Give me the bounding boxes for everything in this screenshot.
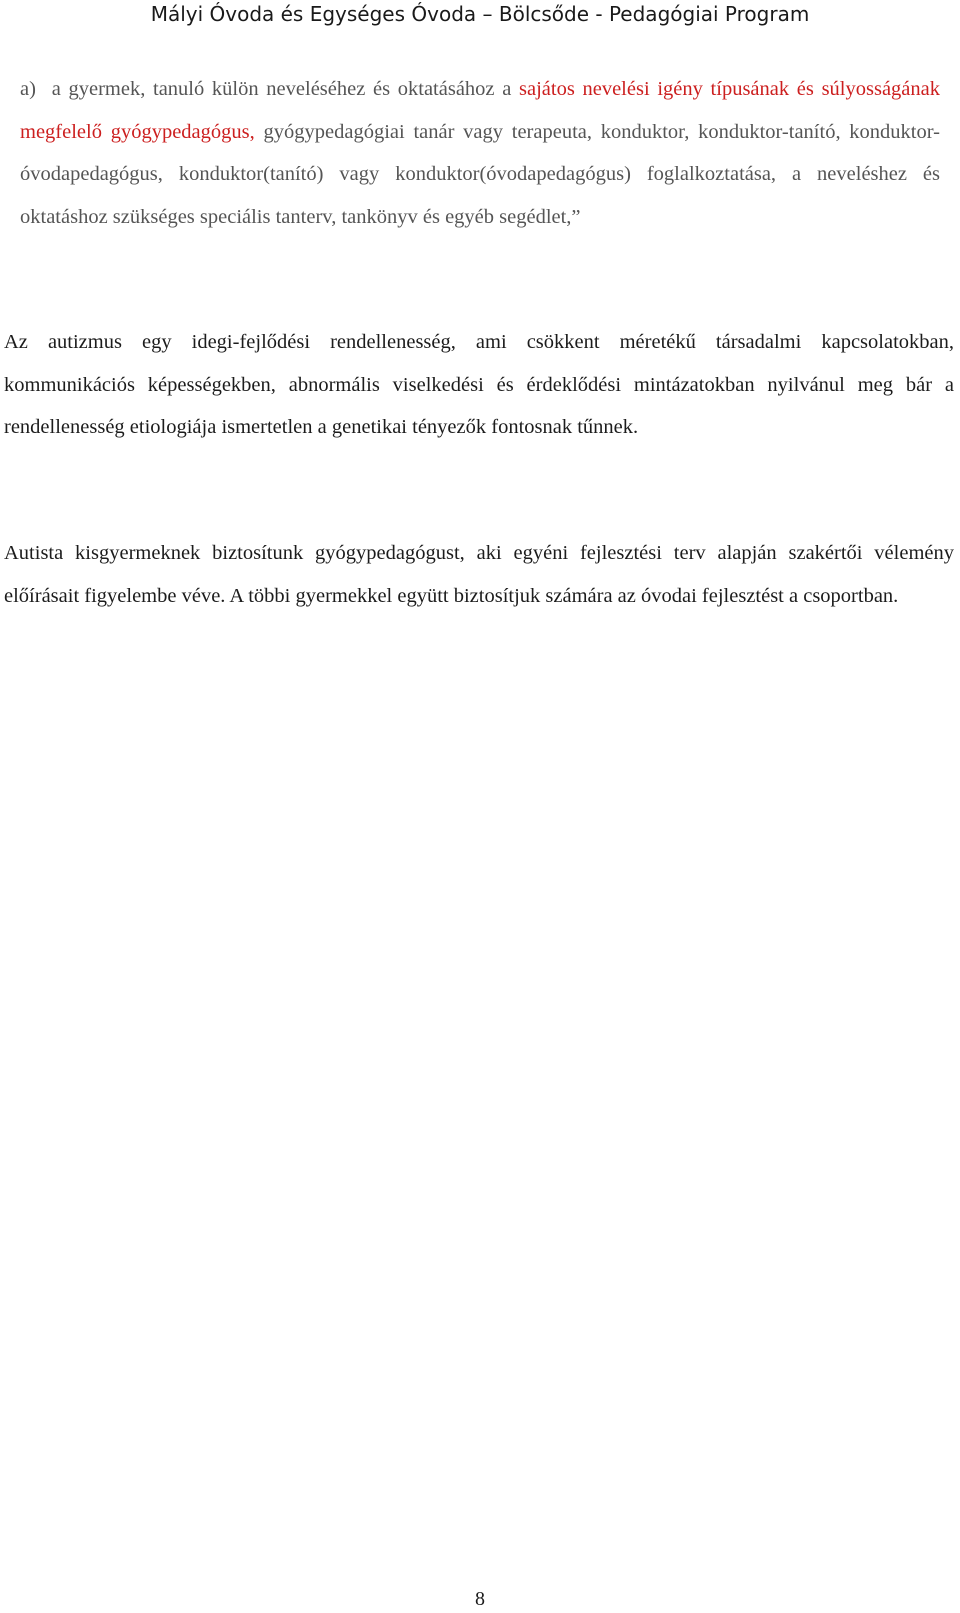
paragraph-support: Autista kisgyermeknek biztosítunk gyógypedagógust, aki egyéni fejlesztési terv alapján szakértői vélemény előírásait figyelembe véve. A többi gyermekkel együtt biztosítjuk számára az óvodai fejlesztést a csoportban. (4, 542, 954, 607)
document-title: Mályi Óvoda és Egységes Óvoda – Bölcsőde - Pedagógiai Program (150, 2, 810, 26)
quote-text-before: a gyermek, tanuló külön neveléséhez és oktatásához a (51, 78, 519, 100)
legal-quote (20, 68, 940, 238)
paragraph-autism: Az autizmus egy idegi-fejlődési rendellenesség, ami csökkent méretékű társadalmi kapcsolatokban, kommunikációs képességekben, abnormális viselkedési és érdeklődési mintázatokban nyilvánul meg bár a rendellenesség etiologiája ismertetlen a genetikai tényezők fontosnak tűnnek. (4, 331, 954, 438)
list-marker: a) (20, 78, 36, 100)
quote-text-after: gyógypedagógiai tanár vagy terapeuta, konduktor, konduktor-tanító, konduktor-óvodapedagógus, konduktor(tanító) vagy konduktor(óvodapedagógus) foglalkoztatása, a neveléshez és oktatáshoz szükséges speciális tanterv, tankönyv és egyéb segédlet,” (20, 120, 940, 228)
page-header (0, 0, 960, 28)
page-number: 8 (475, 1588, 485, 1610)
quote-highlight: sajátos nevelési igény típusának és súlyosságának megfelelő gyógypedagógus, (20, 78, 940, 143)
